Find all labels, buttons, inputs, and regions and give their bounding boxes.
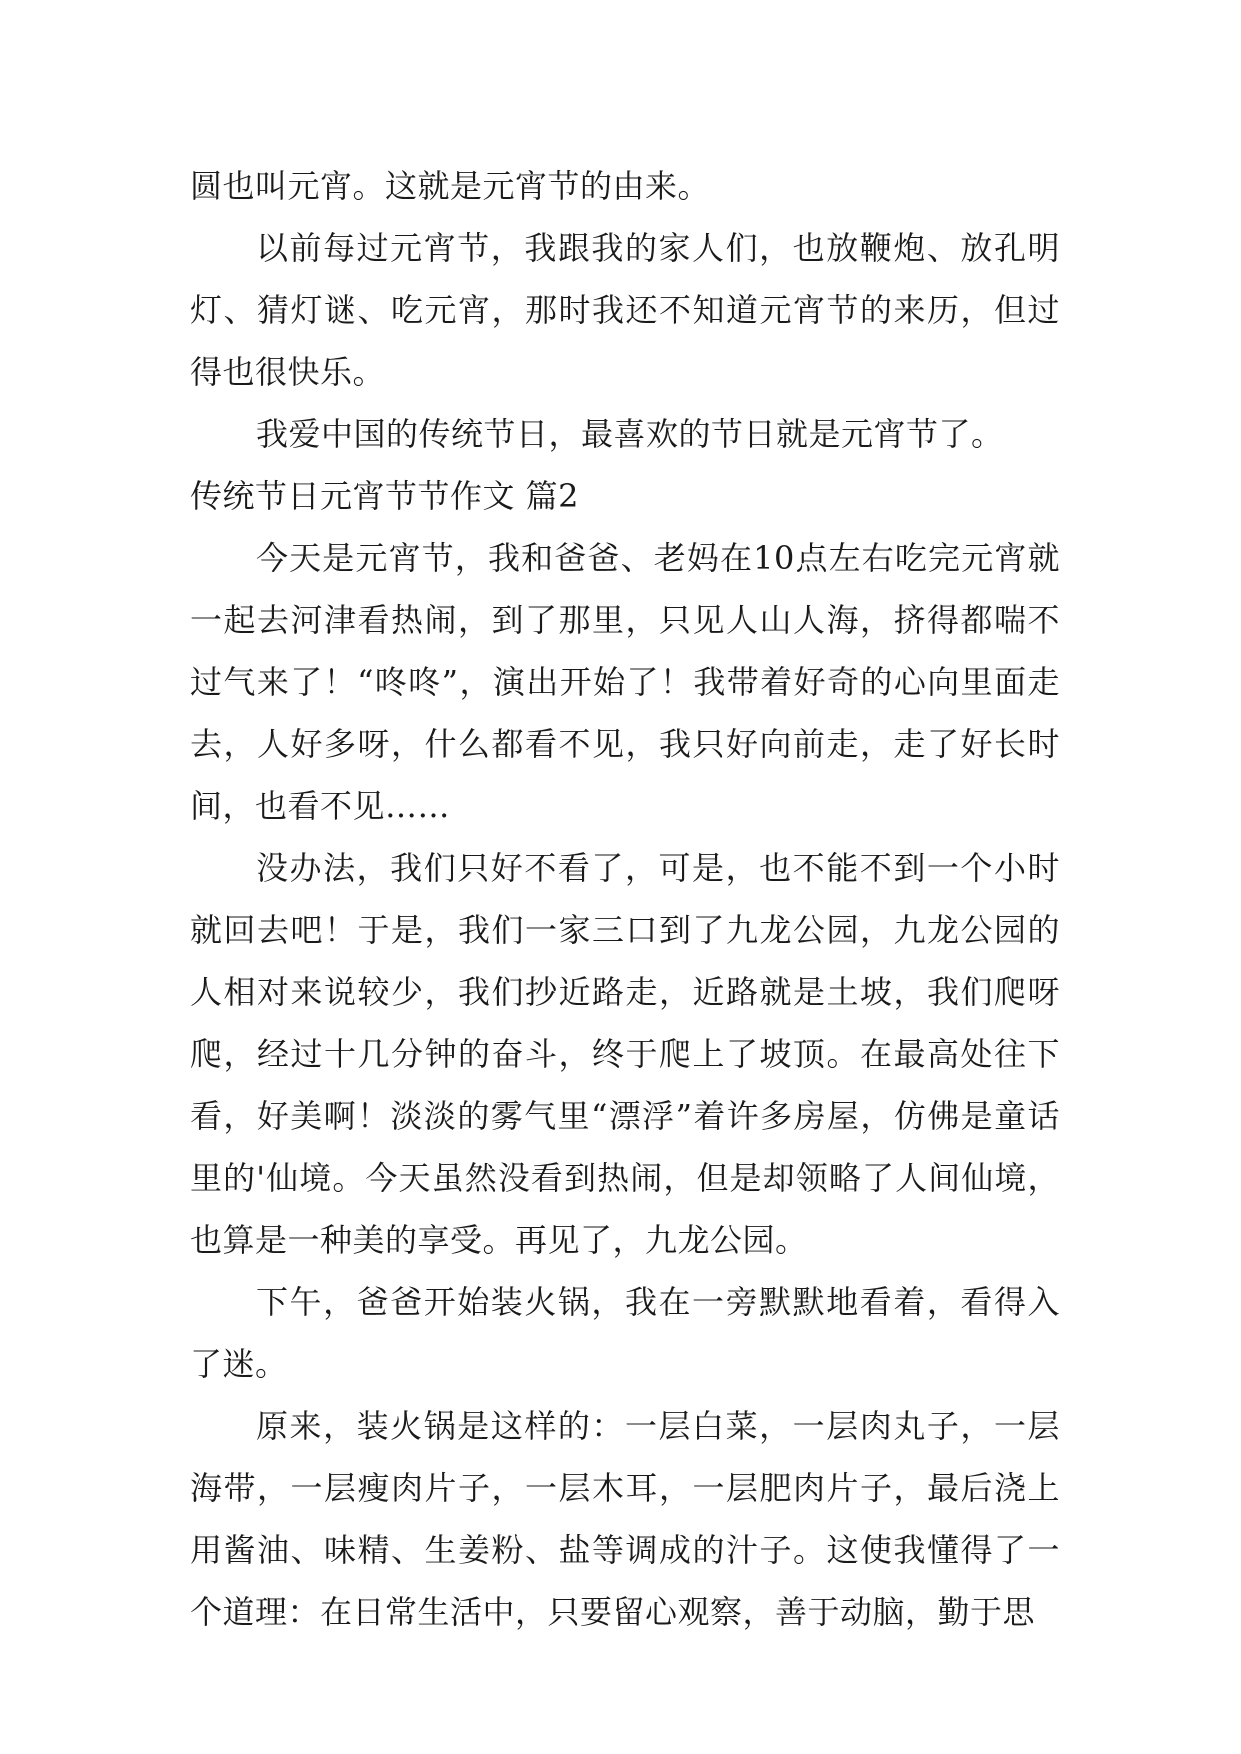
paragraph: 下午，爸爸开始装火锅，我在一旁默默地看着，看得入了迷。 xyxy=(190,1283,1060,1383)
section-heading: 传统节日元宵节节作文 篇2 xyxy=(190,477,580,515)
paragraph: 没办法，我们只好不看了，可是，也不能不到一个小时就回去吧！于是，我们一家三口到了九龙公园，九龙公园的人相对来说较少，我们抄近路走，近路就是土坡，我们爬呀爬，经过十几分钟的奋斗，终于爬上了坡顶。在最高处往下看，好美啊！淡淡的雾气里“漂浮”着许多房屋，仿佛是童话里的'仙境。今天虽然没看到热闹，但是却领略了人间仙境，也算是一种美的享受。再见了，九龙公园。 xyxy=(190,849,1060,1259)
paragraph: 今天是元宵节，我和爸爸、老妈在10点左右吃完元宵就一起去河津看热闹，到了那里，只见人山人海，挤得都喘不过气来了！“咚咚”，演出开始了！我带着好奇的心向里面走去，人好多呀，什么都看不见，我只好向前走，走了好长时间，也看不见…… xyxy=(190,539,1060,825)
paragraph: 原来，装火锅是这样的：一层白菜，一层肉丸子，一层海带，一层瘦肉片子，一层木耳，一层肥肉片子，最后浇上用酱油、味精、生姜粉、盐等调成的汁子。这使我懂得了一个道理：在日常生活中，只要留心观察，善于动脑，勤于思 xyxy=(190,1407,1060,1631)
paragraph: 我爱中国的传统节日，最喜欢的节日就是元宵节了。 xyxy=(256,415,1004,453)
paragraph: 以前每过元宵节，我跟我的家人们，也放鞭炮、放孔明灯、猜灯谜、吃元宵，那时我还不知道元宵节的来历，但过得也很快乐。 xyxy=(190,229,1060,391)
essay-body xyxy=(190,155,1060,1643)
paragraph-continuation: 圆也叫元宵。这就是元宵节的由来。 xyxy=(190,167,711,205)
